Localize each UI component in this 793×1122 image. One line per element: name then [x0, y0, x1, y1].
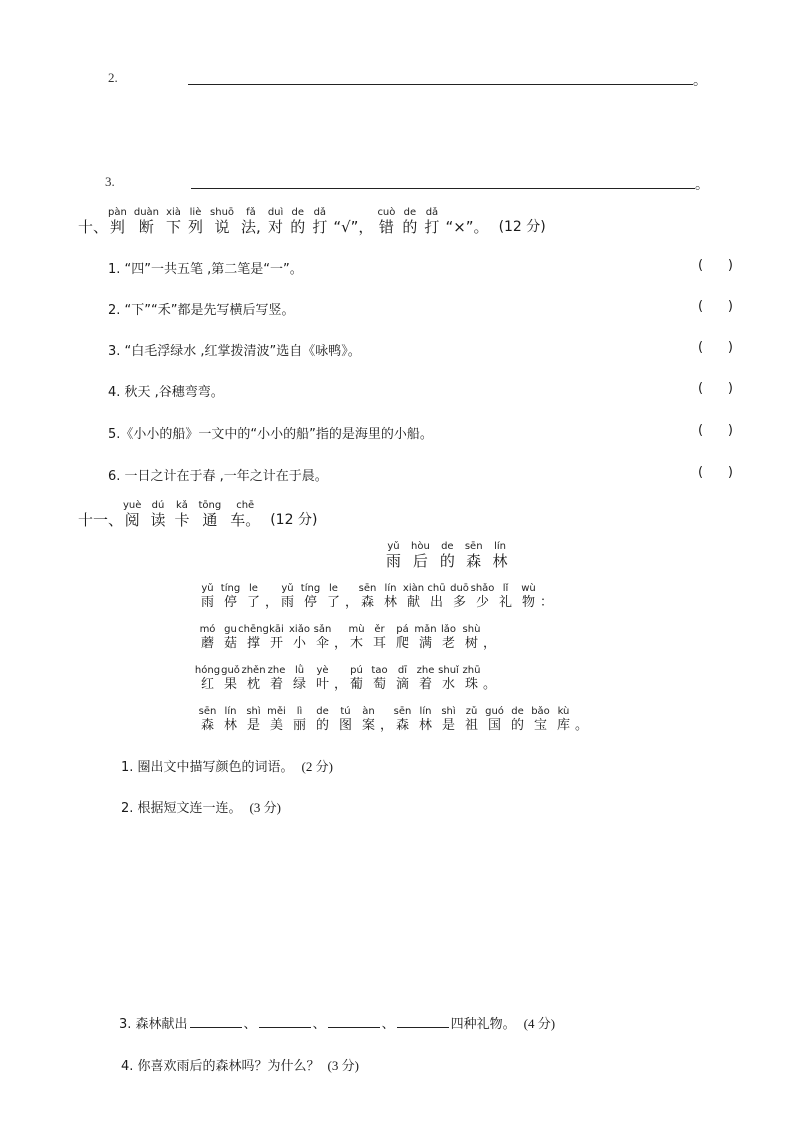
- question-2: [121, 797, 281, 816]
- punctuation: ，: [265, 595, 279, 610]
- question-points: (4 分): [523, 1016, 556, 1031]
- question-points: (2 分): [301, 759, 333, 774]
- hanzi: 错: [378, 218, 394, 236]
- heading-word: [210, 207, 234, 236]
- heading-word: [134, 207, 159, 236]
- hanzi: 林: [383, 595, 397, 610]
- answer-parentheses[interactable]: ( ): [698, 258, 733, 273]
- hanzi: 滴: [395, 677, 409, 692]
- heading-word: [312, 207, 327, 236]
- pinyin: mù: [348, 624, 365, 635]
- fill-blank[interactable]: [259, 1015, 311, 1028]
- hanzi: 爬: [395, 636, 409, 651]
- poem-title: [386, 541, 508, 570]
- title-char: [440, 541, 455, 570]
- hanzi: 森: [466, 552, 482, 570]
- hanzi: 木: [349, 636, 363, 651]
- pinyin: hóng: [194, 665, 221, 676]
- poem-char: [425, 583, 448, 612]
- poem-char: [219, 665, 242, 694]
- hanzi: 的: [402, 218, 418, 236]
- poem-char: [196, 624, 219, 653]
- title-char: [465, 541, 483, 570]
- pinyin: duì: [267, 207, 284, 218]
- hanzi: 菇: [223, 636, 237, 651]
- hanzi: 枕: [246, 677, 260, 692]
- pinyin: fǎ: [246, 207, 256, 218]
- poem-char: [196, 706, 219, 735]
- poem-char: [288, 624, 311, 653]
- pinyin: kāi: [269, 624, 284, 635]
- pinyin: liè: [189, 207, 202, 218]
- hanzi: 林: [418, 718, 432, 733]
- question-points: (3 分): [249, 800, 281, 815]
- hanzi: 小: [292, 636, 306, 651]
- hanzi: 着: [418, 677, 432, 692]
- pinyin: yǔ: [281, 583, 294, 594]
- hanzi: 了: [246, 595, 260, 610]
- poem-char: [529, 706, 552, 735]
- section-score: (12 分): [498, 219, 546, 235]
- pinyin: de: [441, 541, 454, 552]
- judgement-item: 4. 秋天 ,谷穗弯弯。: [108, 385, 224, 400]
- pinyin: duàn: [133, 207, 159, 218]
- hanzi: 水: [441, 677, 455, 692]
- item-number: 3.: [105, 174, 115, 189]
- hanzi: 树: [464, 636, 478, 651]
- poem-char: [345, 624, 368, 653]
- hanzi: 雨: [280, 595, 294, 610]
- punctuation: ，: [483, 636, 497, 651]
- answer-parentheses[interactable]: ( ): [698, 423, 733, 438]
- question-text: 1. 圈出文中描写颜色的词语。: [121, 760, 294, 775]
- answer-line[interactable]: [191, 188, 695, 189]
- hanzi: 判: [109, 218, 125, 236]
- pinyin: lǎo: [440, 624, 457, 635]
- hanzi: 林: [223, 718, 237, 733]
- hanzi: 物: [521, 595, 535, 610]
- pinyin: shǎo: [470, 583, 495, 594]
- question-points: (3 分): [327, 1058, 359, 1073]
- hanzi: 读: [150, 511, 166, 529]
- poem-char: [506, 706, 529, 735]
- poem-char: [345, 665, 368, 694]
- hanzi: 是: [441, 718, 455, 733]
- poem-char: [414, 706, 437, 735]
- cross-mark-instruction: “×”。: [445, 218, 489, 236]
- punctuation: ：: [540, 595, 554, 610]
- hanzi: 美: [269, 718, 283, 733]
- poem-char: [414, 665, 437, 694]
- pinyin: kù: [557, 706, 570, 717]
- hanzi: 的: [315, 718, 329, 733]
- pinyin: sēn: [393, 706, 412, 717]
- question-3: [119, 1013, 555, 1032]
- hanzi: 库: [556, 718, 570, 733]
- pinyin: lín: [224, 706, 237, 717]
- heading-word: [402, 207, 417, 236]
- poem-char: [483, 706, 506, 735]
- pinyin: zhū: [462, 665, 481, 676]
- hanzi: 对: [268, 218, 284, 236]
- pinyin: pú: [350, 665, 363, 676]
- hanzi: 撑: [246, 636, 260, 651]
- hanzi: 红: [200, 677, 214, 692]
- pinyin: tao: [371, 665, 388, 676]
- poem-char: [402, 583, 425, 612]
- judgement-item: 3. “白毛浮绿水 ,红掌拨清波”选自《咏鸭》。: [108, 344, 361, 359]
- punctuation: 。: [483, 677, 497, 692]
- hanzi: 葡: [349, 677, 363, 692]
- answer-parentheses[interactable]: ( ): [698, 299, 733, 314]
- poem-line: [196, 624, 497, 653]
- pinyin: ěr: [374, 624, 385, 635]
- hanzi: 是: [246, 718, 260, 733]
- separator: 、: [312, 1017, 326, 1032]
- poem-char: [288, 706, 311, 735]
- section-11-heading: [78, 500, 317, 529]
- hanzi: 森: [395, 718, 409, 733]
- poem-char: [219, 706, 242, 735]
- heading-word: [241, 207, 261, 236]
- poem-line: [194, 665, 497, 694]
- hanzi: 了: [326, 595, 340, 610]
- punctuation: ，: [334, 677, 348, 692]
- pinyin: lǐ: [502, 583, 509, 594]
- heading-word: [166, 207, 181, 236]
- separator: 、: [243, 1017, 257, 1032]
- pinyin: chēng: [238, 624, 269, 635]
- pinyin: sǎn: [313, 624, 332, 635]
- heading-word: [108, 207, 127, 236]
- pinyin: yǔ: [201, 583, 214, 594]
- question-1: [121, 756, 333, 775]
- heading-word: [188, 207, 203, 236]
- poem-char: [460, 665, 483, 694]
- poem-char: [311, 665, 334, 694]
- pinyin: dú: [151, 500, 165, 511]
- hanzi: 珠: [464, 677, 478, 692]
- pinyin: de: [316, 706, 329, 717]
- judgement-item: 1. “四”一共五笔 ,第二笔是“一”。: [108, 262, 303, 277]
- pinyin: de: [403, 207, 417, 218]
- pinyin: kǎ: [176, 500, 188, 511]
- poem-char: [460, 706, 483, 735]
- pinyin: lín: [384, 583, 397, 594]
- question-text: 四种礼物。: [450, 1017, 516, 1032]
- question-4: [121, 1055, 359, 1074]
- pinyin: shì: [246, 706, 261, 717]
- hanzi: 多: [452, 595, 466, 610]
- pinyin: guó: [485, 706, 504, 717]
- poem-char: [322, 583, 345, 612]
- pinyin: wù: [521, 583, 536, 594]
- poem-char: [437, 624, 460, 653]
- pinyin: tōng: [198, 500, 222, 511]
- hanzi: 的: [439, 552, 455, 570]
- judgement-item: 6. 一日之计在于春 ,一年之计在于晨。: [108, 469, 328, 484]
- pinyin: sēn: [198, 706, 217, 717]
- hanzi: 卡: [174, 511, 190, 529]
- pinyin: mó: [199, 624, 216, 635]
- hanzi: 打: [312, 218, 328, 236]
- hanzi: 列: [188, 218, 204, 236]
- pinyin: chē: [236, 500, 255, 511]
- pinyin: dǎ: [313, 207, 327, 218]
- pinyin: zhe: [267, 665, 286, 676]
- pinyin: shì: [441, 706, 456, 717]
- pinyin: dī: [397, 665, 408, 676]
- title-char: [386, 541, 401, 570]
- pinyin: zǔ: [465, 706, 478, 717]
- pinyin: de: [511, 706, 524, 717]
- poem-char: [311, 706, 334, 735]
- hanzi: 的: [510, 718, 524, 733]
- pinyin: de: [291, 207, 305, 218]
- pinyin: bǎo: [531, 706, 550, 717]
- item-number: 2.: [108, 70, 118, 85]
- hanzi: 耳: [372, 636, 386, 651]
- check-mark-instruction: “√”，: [333, 218, 374, 236]
- pinyin: sēn: [358, 583, 377, 594]
- poem-char: [357, 706, 380, 735]
- poem-char: [242, 706, 265, 735]
- pinyin: xiǎo: [289, 624, 310, 635]
- hanzi: 叶: [315, 677, 329, 692]
- question-text: 2. 根据短文连一连。: [121, 801, 242, 816]
- pinyin: shù: [462, 624, 481, 635]
- title-char: [411, 541, 430, 570]
- hanzi: 着: [269, 677, 283, 692]
- hanzi: 打: [424, 218, 440, 236]
- section-number: 十、: [78, 218, 109, 236]
- poem-char: [265, 706, 288, 735]
- poem-char: [437, 706, 460, 735]
- hanzi: 少: [475, 595, 489, 610]
- poem-char: [242, 583, 265, 612]
- pinyin: sēn: [464, 541, 483, 552]
- hanzi: 下: [166, 218, 182, 236]
- hanzi: 国: [487, 718, 501, 733]
- hanzi: 通: [202, 511, 218, 529]
- answer-parentheses[interactable]: ( ): [698, 340, 733, 355]
- hanzi: 法,: [241, 218, 261, 236]
- hanzi: 车。: [230, 511, 261, 529]
- poem-char: [265, 624, 288, 653]
- poem-char: [552, 706, 575, 735]
- hanzi: 出: [429, 595, 443, 610]
- hanzi: 雨: [200, 595, 214, 610]
- poem-char: [391, 624, 414, 653]
- hanzi: 蘑: [200, 636, 214, 651]
- pinyin: lì: [296, 706, 303, 717]
- hanzi: 伞: [315, 636, 329, 651]
- poem-char: [471, 583, 494, 612]
- poem-char: [219, 583, 242, 612]
- punctuation: 。: [575, 718, 589, 733]
- hanzi: 林: [492, 552, 508, 570]
- heading-word: [424, 207, 439, 236]
- poem-char: [368, 624, 391, 653]
- hanzi: 停: [223, 595, 237, 610]
- poem-char: [414, 624, 437, 653]
- heading-word: [230, 500, 260, 529]
- pinyin: cuò: [377, 207, 396, 218]
- pinyin: yè: [316, 665, 329, 676]
- section-score: (12 分): [270, 512, 318, 528]
- hanzi: 森: [360, 595, 374, 610]
- pinyin: tíng: [300, 583, 321, 594]
- pinyin: dǎ: [425, 207, 439, 218]
- hanzi: 满: [418, 636, 432, 651]
- fill-blank[interactable]: [328, 1015, 380, 1028]
- hanzi: 停: [303, 595, 317, 610]
- hanzi: 图: [338, 718, 352, 733]
- separator: 、: [381, 1017, 395, 1032]
- pinyin: duō: [450, 583, 469, 594]
- heading-word: [198, 500, 221, 529]
- judgement-item: 5.《小小的船》一文中的“小小的船”指的是海里的小船。: [108, 427, 433, 442]
- hanzi: 丽: [292, 718, 306, 733]
- hanzi: 祖: [464, 718, 478, 733]
- punctuation: ，: [380, 718, 394, 733]
- heading-word: [123, 500, 141, 529]
- hanzi: 宝: [533, 718, 547, 733]
- pinyin: mǎn: [414, 624, 437, 635]
- heading-word: [174, 500, 189, 529]
- pinyin: lín: [494, 541, 506, 552]
- poem-char: [265, 665, 288, 694]
- hanzi: 断: [138, 218, 154, 236]
- poem-char: [460, 624, 483, 653]
- poem-char: [494, 583, 517, 612]
- poem-line: [196, 706, 589, 735]
- heading-word: [150, 500, 165, 529]
- pinyin: hòu: [411, 541, 430, 552]
- pinyin: àn: [362, 706, 375, 717]
- punctuation: ，: [345, 595, 359, 610]
- poem-char: [517, 583, 540, 612]
- poem-char: [368, 665, 391, 694]
- pinyin: tíng: [220, 583, 241, 594]
- hanzi: 阅: [124, 511, 140, 529]
- answer-line[interactable]: [188, 84, 693, 85]
- pinyin: pá: [396, 624, 409, 635]
- hanzi: 说: [214, 218, 230, 236]
- heading-word: [268, 207, 283, 236]
- poem-char: [311, 624, 334, 653]
- pinyin: le: [329, 583, 338, 594]
- poem-char: [196, 665, 219, 694]
- pinyin: chū: [427, 583, 446, 594]
- pinyin: xià: [166, 207, 181, 218]
- hanzi: 后: [412, 552, 428, 570]
- pinyin: zhe: [416, 665, 435, 676]
- hanzi: 绿: [292, 677, 306, 692]
- pinyin: lín: [419, 706, 432, 717]
- judgement-item: 2. “下”“禾”都是先写横后写竖。: [108, 303, 295, 318]
- pinyin: pàn: [108, 207, 127, 218]
- poem-char: [448, 583, 471, 612]
- pinyin: měi: [267, 706, 286, 717]
- hanzi: 果: [223, 677, 237, 692]
- poem-char: [242, 665, 265, 694]
- hanzi: 萄: [372, 677, 386, 692]
- question-text: 4. 你喜欢雨后的森林吗？为什么？: [121, 1059, 320, 1074]
- fill-blank[interactable]: [190, 1015, 242, 1028]
- heading-word: [290, 207, 305, 236]
- pinyin: le: [249, 583, 258, 594]
- poem-char: [379, 583, 402, 612]
- pinyin: guǒ: [221, 665, 240, 676]
- poem-char: [437, 665, 460, 694]
- answer-parentheses[interactable]: ( ): [698, 381, 733, 396]
- hanzi: 老: [441, 636, 455, 651]
- period: 。: [695, 177, 709, 193]
- poem-char: [391, 706, 414, 735]
- answer-parentheses[interactable]: ( ): [698, 465, 733, 480]
- hanzi: 案: [361, 718, 375, 733]
- poem-char: [391, 665, 414, 694]
- pinyin: shuǐ: [438, 665, 459, 676]
- period: 。: [693, 73, 707, 89]
- hanzi: 献: [406, 595, 420, 610]
- title-char: [493, 541, 508, 570]
- question-text: 3. 森林献出: [119, 1017, 188, 1032]
- hanzi: 的: [290, 218, 306, 236]
- poem-line: [196, 583, 554, 612]
- poem-char: [288, 665, 311, 694]
- hanzi: 雨: [386, 552, 402, 570]
- hanzi: 森: [200, 718, 214, 733]
- fill-blank[interactable]: [397, 1015, 449, 1028]
- poem-char: [356, 583, 379, 612]
- pinyin: zhěn: [241, 665, 266, 676]
- poem-char: [334, 706, 357, 735]
- poem-char: [196, 583, 219, 612]
- pinyin: yǔ: [387, 541, 400, 552]
- poem-char: [299, 583, 322, 612]
- hanzi: 礼: [498, 595, 512, 610]
- heading-word: [377, 207, 395, 236]
- poem-char: [276, 583, 299, 612]
- pinyin: lǜ: [294, 665, 305, 676]
- hanzi: 开: [269, 636, 283, 651]
- pinyin: xiàn: [402, 583, 425, 594]
- pinyin: tú: [340, 706, 351, 717]
- section-number: 十一、: [78, 511, 124, 529]
- pinyin: gu: [224, 624, 237, 635]
- pinyin: yuè: [123, 500, 142, 511]
- punctuation: ，: [334, 636, 348, 651]
- poem-char: [238, 624, 269, 653]
- pinyin: shuō: [210, 207, 235, 218]
- section-10-heading: [78, 207, 546, 236]
